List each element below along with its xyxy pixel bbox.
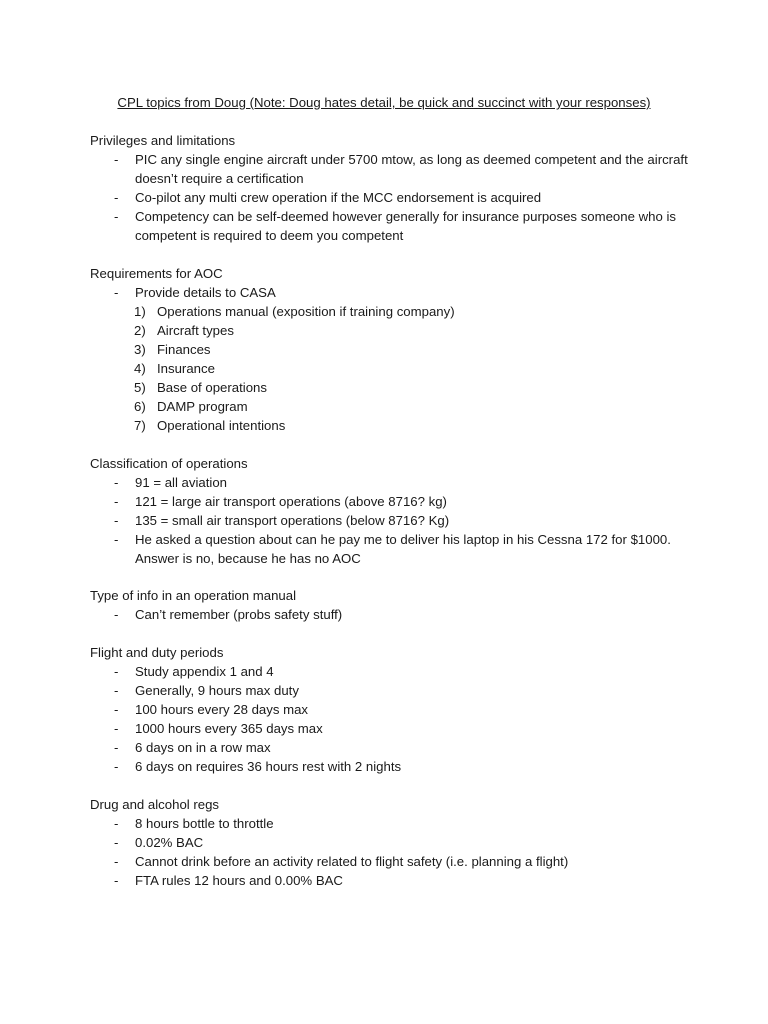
- list-item-text: Study appendix 1 and 4: [135, 664, 274, 679]
- list-item-text: 121 = large air transport operations (above 8716? kg): [135, 494, 447, 509]
- section-heading: Privileges and limitations: [90, 133, 236, 148]
- list-item: [90, 207, 690, 245]
- numbered-item: [90, 359, 690, 378]
- list-item: [90, 473, 690, 492]
- numbered-item-text: Finances: [157, 342, 211, 357]
- list-item-text: 1000 hours every 365 days max: [135, 721, 323, 736]
- section-privileges-and-limitations: [90, 131, 690, 245]
- dash-bullet: -: [114, 664, 119, 679]
- list-item-text: 6 days on in a row max: [135, 740, 271, 755]
- numbered-item-text: Insurance: [157, 361, 215, 376]
- dash-bullet: -: [114, 702, 119, 717]
- dash-bullet: -: [114, 816, 119, 831]
- document-title: CPL topics from Doug (Note: Doug hates detail, be quick and succinct with your responses): [117, 95, 651, 110]
- list-item: [90, 530, 690, 568]
- list-item-text: Can’t remember (probs safety stuff): [135, 607, 343, 622]
- list-item: [90, 852, 690, 871]
- section-heading: Classification of operations: [90, 456, 248, 471]
- dash-bullet: -: [114, 475, 119, 490]
- dash-bullet: -: [114, 285, 119, 300]
- numbered-item-text: Operations manual (exposition if training company): [157, 304, 455, 319]
- list-item: [90, 757, 690, 776]
- list-item: [90, 188, 690, 207]
- numbered-item-text: Base of operations: [157, 380, 267, 395]
- list-item: [90, 511, 690, 530]
- list-item-text: 0.02% BAC: [135, 835, 204, 850]
- list-item-text: Co-pilot any multi crew operation if the MCC endorsement is acquired: [135, 190, 542, 205]
- dash-bullet: -: [114, 683, 119, 698]
- list-item-text: Competency can be self-deemed however generally for insurance purposes someone who is competent is required to deem you competent: [135, 209, 676, 243]
- section-drug-and-alcohol-regs: [90, 795, 690, 890]
- list-item: [90, 681, 690, 700]
- list-item: [90, 492, 690, 511]
- list-item-text: 6 days on requires 36 hours rest with 2 nights: [135, 759, 402, 774]
- dash-bullet: -: [114, 190, 119, 205]
- dash-bullet: -: [114, 494, 119, 509]
- list-item: [90, 814, 690, 833]
- numbered-item: [90, 378, 690, 397]
- list-item: [90, 700, 690, 719]
- list-item: [90, 719, 690, 738]
- section-flight-and-duty-periods: [90, 643, 690, 776]
- item-number: 6): [134, 399, 146, 414]
- dash-bullet: -: [114, 209, 119, 224]
- item-number: 4): [134, 361, 146, 376]
- numbered-item-text: Operational intentions: [157, 418, 286, 433]
- list-item-text: Cannot drink before an activity related to flight safety (i.e. planning a flight): [135, 854, 569, 869]
- list-item-text: He asked a question about can he pay me to deliver his laptop in his Cessna 172 for $1000. Answer is no, because he has no AOC: [135, 532, 671, 566]
- section-operation-manual-info: [90, 586, 690, 624]
- list-item: [90, 662, 690, 681]
- dash-bullet: -: [114, 513, 119, 528]
- dash-bullet: -: [114, 740, 119, 755]
- list-item: [90, 833, 690, 852]
- item-number: 3): [134, 342, 146, 357]
- dash-bullet: -: [114, 759, 119, 774]
- numbered-item: [90, 321, 690, 340]
- dash-bullet: -: [114, 532, 119, 547]
- numbered-item: [90, 302, 690, 321]
- item-number: 2): [134, 323, 146, 338]
- list-item-text: Generally, 9 hours max duty: [135, 683, 299, 698]
- list-item-text: 135 = small air transport operations (below 8716? Kg): [135, 513, 450, 528]
- section-classification-of-operations: [90, 454, 690, 568]
- list-item: [90, 605, 690, 624]
- item-number: 1): [134, 304, 146, 319]
- section-heading: Requirements for AOC: [90, 266, 223, 281]
- list-item: [90, 283, 690, 302]
- dash-bullet: -: [114, 873, 119, 888]
- dash-bullet: -: [114, 152, 119, 167]
- dash-bullet: -: [114, 854, 119, 869]
- numbered-item-text: DAMP program: [157, 399, 248, 414]
- section-heading: Flight and duty periods: [90, 645, 224, 660]
- dash-bullet: -: [114, 607, 119, 622]
- section-heading: Type of info in an operation manual: [90, 588, 297, 603]
- numbered-item: [90, 340, 690, 359]
- list-item-text: 91 = all aviation: [135, 475, 228, 490]
- list-item-text: Provide details to CASA: [135, 285, 276, 300]
- list-item: [90, 150, 690, 188]
- dash-bullet: -: [114, 835, 119, 850]
- item-number: 5): [134, 380, 146, 395]
- list-item-text: 8 hours bottle to throttle: [135, 816, 274, 831]
- dash-bullet: -: [114, 721, 119, 736]
- section-heading: Drug and alcohol regs: [90, 797, 220, 812]
- numbered-item: [90, 416, 690, 435]
- list-item: [90, 871, 690, 890]
- item-number: 7): [134, 418, 146, 433]
- section-requirements-for-aoc: [90, 264, 690, 435]
- list-item-text: FTA rules 12 hours and 0.00% BAC: [135, 873, 343, 888]
- list-item-text: 100 hours every 28 days max: [135, 702, 308, 717]
- list-item: [90, 738, 690, 757]
- numbered-item: [90, 397, 690, 416]
- list-item-text: PIC any single engine aircraft under 5700 mtow, as long as deemed competent and the aircraft doesn’t require a certification: [135, 152, 688, 186]
- numbered-item-text: Aircraft types: [157, 323, 234, 338]
